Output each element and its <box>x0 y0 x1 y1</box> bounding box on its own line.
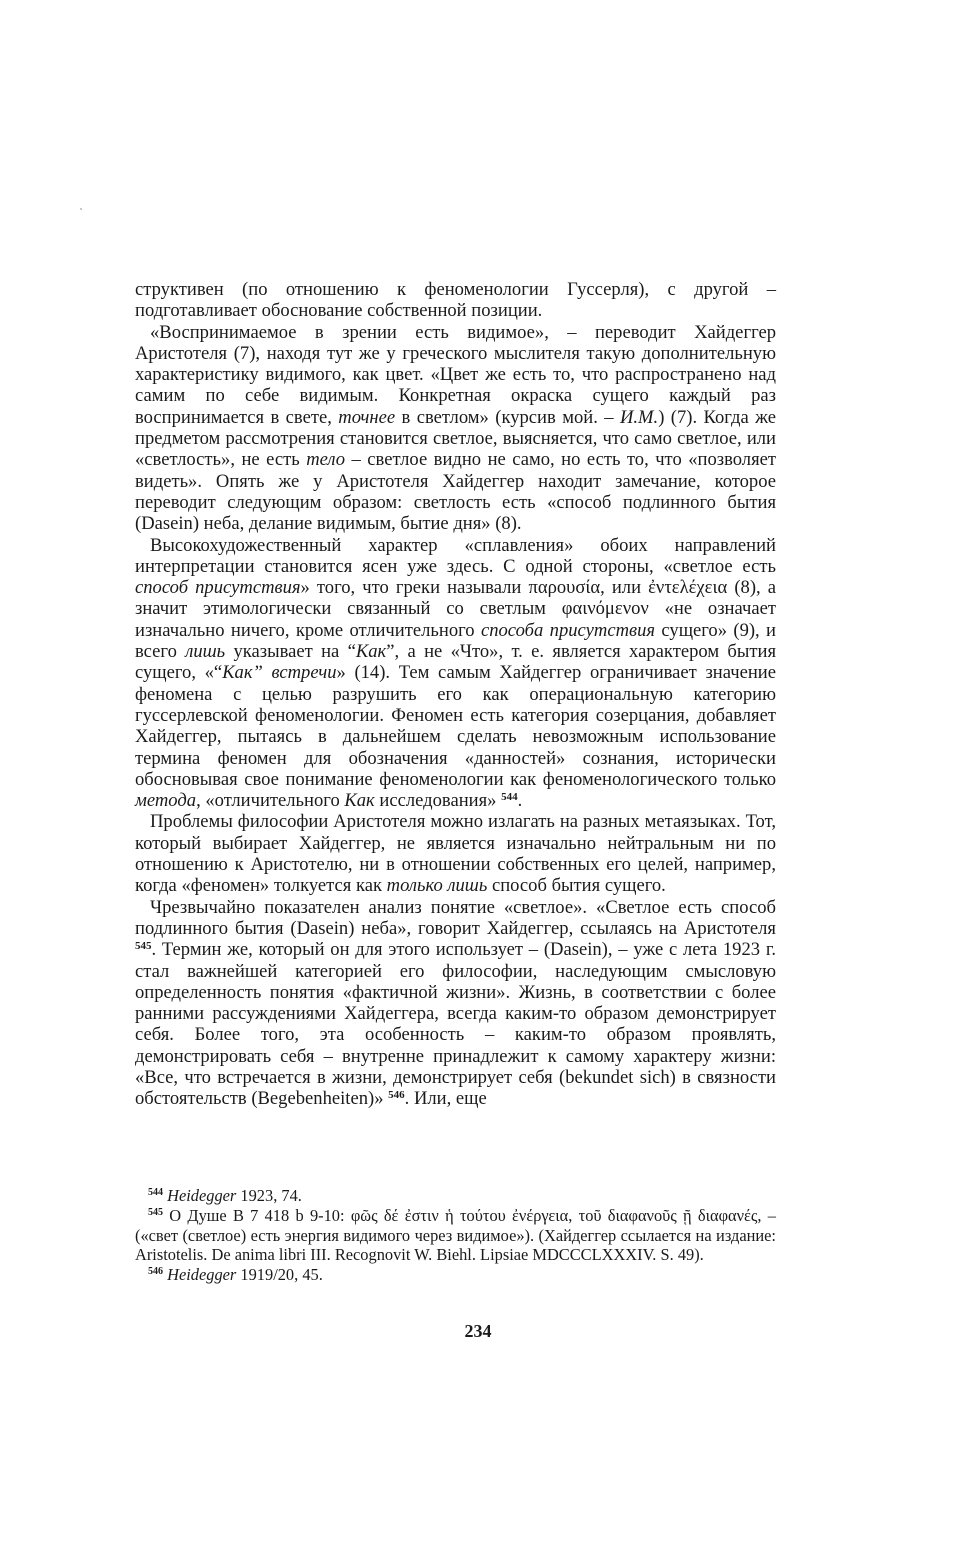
paragraph-5: Чрезвычайно показателен анализ понятие «светлое». «Светлое есть способ подлинного бытия (Dasein) неба», говорит Хайдеггер, ссылаясь на Аристотеля $^{545}$. Термин же, который он для этого использует – (Dasein), – уже с лета 1923 г. стал важнейшей категорией его философии, наследующим смысловую определенность понятия «фактичной жизни». Жизнь, в соответствии с более ранними рассуждениями Хайдеггера, всегда каким-то образом демонстрирует себя. Более того, эта особенность – каким-то образом проявлять, демонстрировать себя – внутренне принадлежит к самому характеру жизни: «Все, что встречается в жизни, демонстрирует себя (bekundet sich) в связности обстоятельств (Begebenheiten)» $^{546}$. Или, еще <box>135 896 776 1110</box>
footnote-544: $^{544}$ Heidegger 1923, 74. <box>148 1186 302 1205</box>
footnotes <box>135 1186 776 1285</box>
paragraph-3: Высокохудожественный характер «сплавления» обоих направлений интерпретации становится ясен уже здесь. С одной стороны, «светлое есть способ присутствия» того, что греки называли παρουσία, или ἐντελέχεια (8), а значит этимологически связанный со светлым φαινόμενον «не означает изначально ничего, кроме отличительного способа присутствия сущего» (9), и всего лишь указывает на “Как”, а не «Что», т. е. является характером бытия сущего, «“Как” встречи» (14). Тем самым Хайдеггер ограничивает значение феномена с целью разрушить его как операциональную категорию гуссерлевской феноменологии. Феномен есть категория созерцания, добавляет Хайдеггер, пытаясь в дальнейшем сделать невозможным использование термина феномен для обозначения «данностей» сознания, исторически обосновывая свое понимание феноменологии как феноменологического только метода, «отличительного Как исследования» $^{544}$. <box>135 534 777 812</box>
footnote-ref-546: 546 <box>388 1089 405 1102</box>
page-number: 234 <box>464 1321 492 1341</box>
paragraph-1: структивен (по отношению к феноменологии Гуссерля), с другой – подготавливает обоснование собственной позиции. <box>135 279 776 322</box>
main-text <box>135 279 776 1110</box>
scan-speck <box>80 208 82 210</box>
footnote-546: $^{546}$ Heidegger 1919/20, 45. <box>148 1265 323 1285</box>
footnote-545: $^{545}$ О Душе B 7 418 b 9-10: φῶς δέ ἐστιν ἡ τούτου ἐνέργεια, τοῦ διαφανοῦς ῇ διαφανές, – («свет (светлое) есть энергия видимого через видимое»). (Хайдеггер ссылается на издание: Aristotelis. De anima libri III. Recognovit W. Biehl. Lipsiae MDCCCLXXXIV. S. 49). <box>135 1205 776 1265</box>
footnote-ref-545: 545 <box>135 940 152 953</box>
paragraph-2: «Воспринимаемое в зрении есть видимое», – переводит Хайдеггер Аристотеля (7), находя тут же у греческого мыслителя такую дополнительную характеристику видимого, как цвет. «Цвет же есть то, что распространено над самим по себе видимым. Конкретная окраска сущего каждый раз воспринимается в свете, точнее в светлом» (курсив мой. – И.М.) (7). Когда же предметом рассмотрения становится светлое, выясняется, что само светлое, или «светлость», не есть тело – светлое видно не само, но есть то, что «позволяет видеть». Опять же у Аристотеля Хайдеггер находит замечание, которое переводит следующим образом: светлость есть «способ подлинного бытия (Dasein) неба, делание видимым, бытие дня» (8). <box>135 321 777 535</box>
footnote-ref-544: 544 <box>501 791 518 804</box>
paragraph-4: Проблемы философии Аристотеля можно излагать на разных метаязыках. Тот, который выбирает Хайдеггер, не является изначально нейтральным ни по отношению к Аристотелю, ни в отношении собственных его целей, например, когда «феномен» толкуется как только лишь способ бытия сущего. <box>135 811 776 897</box>
